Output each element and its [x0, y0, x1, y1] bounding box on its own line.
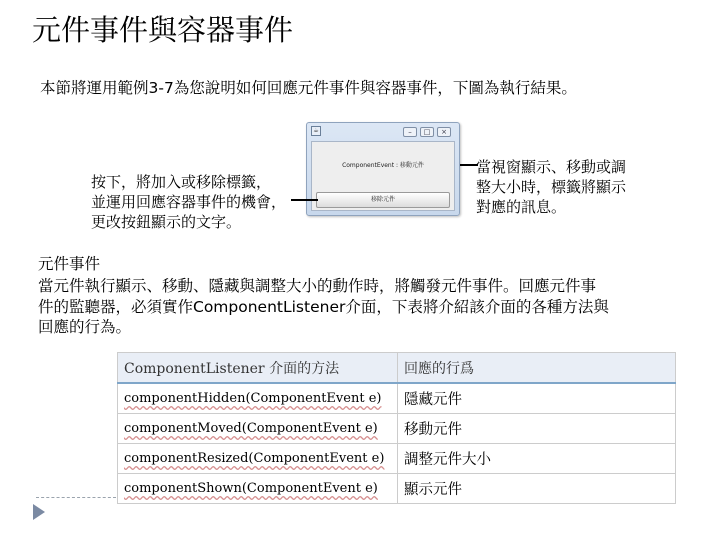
remove-component-button: 移除元件 — [316, 192, 450, 208]
left-callout-leader — [291, 199, 318, 201]
left-callout-line: 按下，將加入或移除標籤， — [91, 173, 272, 191]
behavior-cell: 顯示元件 — [398, 474, 676, 504]
minimize-icon: – — [403, 127, 417, 137]
table-row — [118, 444, 676, 474]
table-row — [118, 414, 676, 444]
left-callout-line: 更改按鈕顯示的文字。 — [91, 213, 242, 231]
right-callout-line: 當視窗顯示、移動或調 — [476, 158, 627, 176]
left-callout — [91, 172, 286, 232]
section-heading: 元件事件 — [38, 255, 101, 273]
left-callout-line: 並運用回應容器事件的機會， — [91, 193, 287, 211]
behavior-cell: 隱藏元件 — [398, 383, 676, 414]
paragraph-line: 當元件執行顯示、移動、隱藏與調整大小的動作時，將觸發元件事件。回應元件事 — [38, 277, 597, 295]
window-title-bar — [307, 123, 459, 137]
footer-divider — [36, 497, 116, 498]
right-callout-line: 整大小時，標籤將顯示 — [476, 178, 627, 196]
slide-title: 元件事件與容器事件 — [32, 13, 294, 47]
right-callout-line: 對應的訊息。 — [476, 198, 567, 216]
method-cell: componentResized(ComponentEvent e) — [118, 444, 398, 474]
behavior-cell: 移動元件 — [398, 414, 676, 444]
example-window-screenshot — [306, 122, 460, 216]
next-slide-arrow-icon[interactable] — [33, 504, 45, 520]
right-callout — [476, 157, 626, 217]
table-header-row — [118, 353, 676, 384]
paragraph-line: 件的監聽器，必須實作ComponentListener介面，下表將介紹該介面的各種方法與 — [38, 297, 609, 316]
behavior-cell: 調整元件大小 — [398, 444, 676, 474]
column-header: 回應的行爲 — [398, 353, 676, 384]
paragraph-line: 回應的行為。 — [38, 318, 132, 336]
intro-text: 本節將運用範例3-7為您說明如何回應元件事件與容器事件，下圖為執行結果。 — [40, 79, 577, 97]
window-client-area — [311, 141, 455, 211]
method-cell: componentShown(ComponentEvent e) — [118, 474, 398, 504]
section-paragraph — [38, 276, 698, 338]
table-row — [118, 383, 676, 414]
close-icon: × — [437, 127, 451, 137]
java-app-icon: ☕ — [311, 126, 321, 136]
event-label: ComponentEvent : 移動元件 — [342, 162, 424, 169]
methods-table — [117, 352, 676, 504]
method-cell: componentMoved(ComponentEvent e) — [118, 414, 398, 444]
column-header: ComponentListener 介面的方法 — [118, 353, 398, 384]
maximize-icon: □ — [420, 127, 434, 137]
method-cell: componentHidden(ComponentEvent e) — [118, 383, 398, 414]
table-row — [118, 474, 676, 504]
